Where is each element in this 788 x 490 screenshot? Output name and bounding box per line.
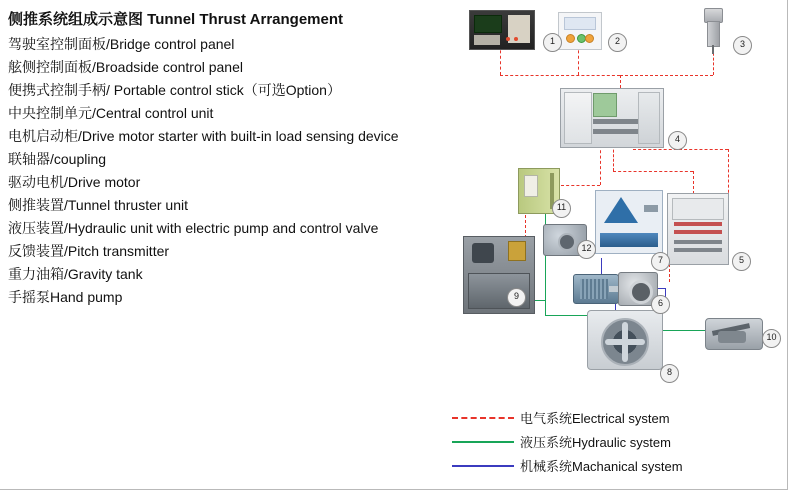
- drive-motor-starter[interactable]: [667, 193, 729, 265]
- node-badge-5: 5: [732, 252, 751, 271]
- starter-row: [674, 222, 722, 226]
- hydraulic-line-2: [545, 315, 587, 316]
- electrical-line-8: [613, 171, 693, 172]
- tunnel-thruster-unit[interactable]: [595, 190, 663, 254]
- thruster-shaft: [644, 205, 658, 212]
- pump-cylinder: [718, 331, 746, 343]
- component-item-10: 反馈装置/Pitch transmitter: [8, 243, 170, 259]
- node-badge-2: 2: [608, 33, 627, 52]
- node-badge-9: 9: [507, 288, 526, 307]
- stick-cord: [712, 45, 714, 54]
- thruster-base: [600, 233, 658, 247]
- panel-led: [514, 37, 518, 41]
- component-item-12: 手摇泵Hand pump: [8, 289, 123, 305]
- propeller-blade: [622, 342, 628, 362]
- motor-shaft: [609, 286, 618, 292]
- node-badge-3: 3: [733, 36, 752, 55]
- control-valve: [508, 241, 526, 261]
- drive-motor[interactable]: [573, 274, 619, 304]
- propeller-blade: [625, 339, 645, 345]
- propeller-blade: [605, 339, 625, 345]
- electrical-line-2: [500, 75, 620, 76]
- panel-led: [506, 37, 510, 41]
- terminal-strip: [593, 119, 639, 124]
- electrical-line-7: [613, 145, 614, 171]
- tunnel-housing: [601, 318, 649, 366]
- legend-swatch-electrical: [452, 417, 514, 419]
- transmitter-hub: [558, 233, 576, 251]
- node-badge-7: 7: [651, 252, 670, 271]
- panel-buttons: [474, 35, 500, 45]
- node-badge-1: 1: [543, 33, 562, 52]
- page-title: 侧推系统组成示意图 Tunnel Thrust Arrangement: [8, 11, 344, 28]
- legend-swatch-mechanical: [452, 465, 514, 467]
- tank-plate: [524, 175, 538, 197]
- thruster-assembly[interactable]: [587, 310, 663, 370]
- terminal-strip: [593, 129, 639, 134]
- thruster-cone: [604, 197, 638, 223]
- component-item-4: 中央控制单元/Central control unit: [8, 105, 214, 121]
- coupling-ring: [629, 280, 653, 304]
- portable-control-stick[interactable]: [698, 8, 728, 54]
- component-list: [8, 8, 458, 312]
- component-item-1: 驾驶室控制面板/Bridge control panel: [8, 36, 235, 52]
- legend-swatch-hydraulic: [452, 441, 514, 443]
- hand-pump[interactable]: [705, 318, 763, 350]
- electrical-line-16: [669, 264, 670, 282]
- node-badge-11: 11: [552, 199, 571, 218]
- motor-fins: [580, 279, 608, 299]
- component-item-2: 舷侧控制面板/Broadside control panel: [8, 59, 243, 75]
- cabinet-right-door: [638, 92, 660, 144]
- node-badge-4: 4: [668, 131, 687, 150]
- cabinet-left-door: [564, 92, 592, 144]
- control-board: [593, 93, 617, 117]
- electrical-line-13: [600, 145, 601, 185]
- starter-row: [674, 240, 722, 244]
- panel-display: [564, 17, 596, 30]
- node-badge-8: 8: [660, 364, 679, 383]
- legend-label-mechanical: 机械系统Machanical system: [520, 459, 683, 474]
- electrical-line-5: [620, 75, 713, 76]
- panel-display: [474, 15, 502, 33]
- starter-row: [674, 248, 722, 252]
- bridge-control-panel[interactable]: [469, 10, 535, 50]
- component-item-3: 便携式控制手柄/ Portable control stick（可选Option）: [8, 82, 341, 98]
- panel-knob[interactable]: [585, 34, 594, 43]
- panel-knob[interactable]: [566, 34, 575, 43]
- component-item-7: 驱动电机/Drive motor: [8, 174, 141, 190]
- legend-label-electrical: 电气系统Electrical system: [520, 411, 670, 426]
- electrical-line-6: [620, 75, 621, 88]
- component-item-9: 液压装置/Hydraulic unit with electric pump and control valve: [8, 220, 379, 236]
- starter-panel: [672, 198, 724, 220]
- panel-keypad: [508, 15, 530, 43]
- component-item-6: 联轴器/coupling: [8, 151, 107, 167]
- node-badge-12: 12: [577, 240, 596, 259]
- legend-label-hydraulic: 液压系统Hydraulic system: [520, 435, 671, 450]
- broadside-control-panel[interactable]: [558, 12, 602, 50]
- starter-row: [674, 230, 722, 234]
- central-control-unit[interactable]: [560, 88, 664, 148]
- node-badge-6: 6: [651, 295, 670, 314]
- pump-motor: [472, 243, 494, 263]
- component-item-11: 重力油箱/Gravity tank: [8, 266, 143, 282]
- node-badge-10: 10: [762, 329, 781, 348]
- component-item-8: 侧推装置/Tunnel thruster unit: [8, 197, 188, 213]
- component-item-5: 电机启动柜/Drive motor starter with built-in load sensing device: [8, 128, 399, 144]
- stick-body: [707, 21, 720, 47]
